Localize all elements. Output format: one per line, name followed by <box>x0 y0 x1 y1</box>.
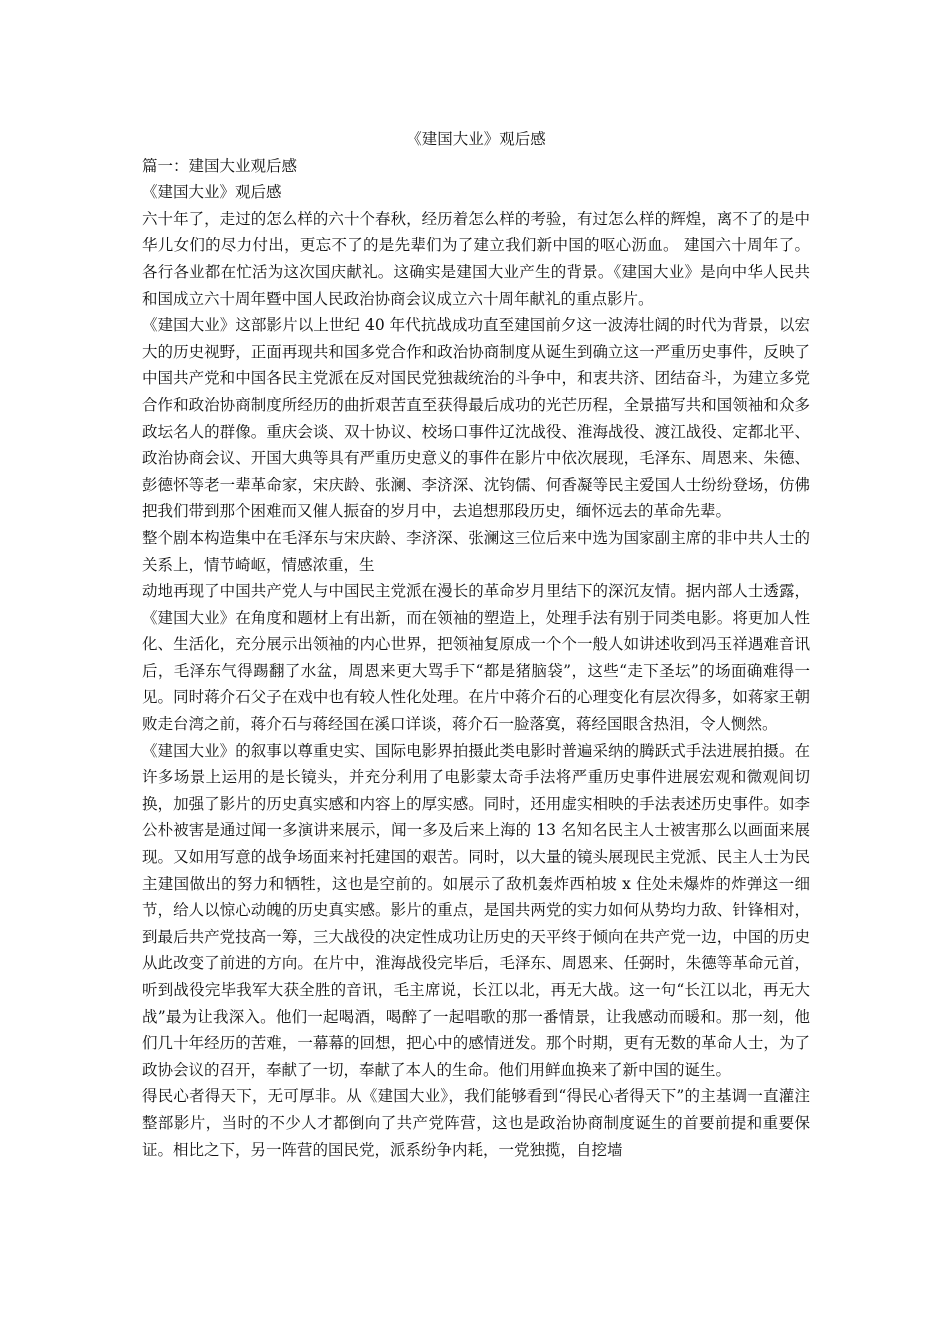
sub-heading: 《建国大业》观后感 <box>142 183 282 202</box>
paragraph-1: 六十年了，走过的怎么样的六十个春秋，经历着怎么样的考验，有过怎么样的辉煌，离不了的是中华儿女们的尽力付出，更忘不了的是先辈们为了建立我们新中国的呕心沥血。 建国六十周年了。各行各业都在忙活为这次国庆献礼。这确实是建国大业产生的背景。《建国大业》是向中华人民共和国成立六十周年暨中国人民政治协商会议成立六十周年献礼的重点影片。 <box>142 209 810 308</box>
document-page <box>142 126 810 1163</box>
paragraph-2: 《建国大业》这部影片以上世纪 40 年代抗战成功直至建国前夕这一波涛壮阔的时代为背景，以宏大的历史视野，正面再现共和国多党合作和政治协商制度从诞生到确立这一严重历史事件，反映了中国共产党和中国各民主党派在反对国民党独裁统治的斗争中，和衷共济、团结奋斗，为建立多党合作和政治协商制度所经历的曲折艰苦直至获得最后成功的光芒历程，全景描写共和国领袖和众多政坛名人的群像。重庆会谈、双十协议、校场口事件辽沈战役、淮海战役、渡江战役、定都北平、政治协商会议、开国大典等具有严重历史意义的事件在影片中依次展现，毛泽东、周恩来、朱德、彭德怀等老一辈革命家，宋庆龄、张澜、李济深、沈钧儒、何香凝等民主爱国人士纷纷登场，仿佛把我们带到那个困难而又催人振奋的岁月中，去追想那段历史，缅怀远去的革命先辈。 <box>142 316 810 521</box>
paragraph-5: 《建国大业》的叙事以尊重史实、国际电影界拍摄此类电影时普遍采纳的腾跃式手法进展拍摄。在许多场景上运用的是长镜头，并充分利用了电影蒙太奇手法将严重历史事件进展宏观和微观间切换，加强了影片的历史真实感和内容上的厚实感。同时，还用虚实相映的手法表述历史事件。如李公朴被害是通过闻一多演讲来展示，闻一多及后来上海的 13 名知名民主人士被害那么以画面来展现。又如用写意的战争场面来衬托建国的艰苦。同时，以大量的镜头展现民主党派、民主人士为民主建国做出的努力和牺牲，这也是空前的。如展示了敌机轰炸西柏坡 x 住处未爆炸的炸弹这一细节，给人以惊心动魄的历史真实感。影片的重点，是国共两党的实力如何从势均力敌、针锋相对，到最后共产党技高一筹，三大战役的决定性成功让历史的天平终于倾向在共产党一边，中国的历史从此改变了前进的方向。在片中，淮海战役完毕后，毛泽东、周恩来、任弼时，朱德等革命元首，听到战役完毕我军大获全胜的音讯，毛主席说，长江以北，再无大战。这一句“长江以北，再无大战”最为让我深入。他们一起喝酒，喝醉了一起唱歌的那一番情景，让我感动而暖和。那一刻，他们几十年经历的苦难，一幕幕的回想，把心中的感情迸发。那个时期，更有无数的革命人士，为了政协会议的召开，奉献了一切，奉献了本人的生命。他们用鲜血换来了新中国的诞生。 <box>142 741 810 1079</box>
document-title: 《建国大业》观后感 <box>406 130 546 148</box>
paragraph-6: 得民心者得天下，无可厚非。从《建国大业》，我们能够看到“得民心者得天下”的主基调一直灌注整部影片，当时的不少人才都倒向了共产党阵营，这也是政治协商制度诞生的首要前提和重要保证。相比之下，另一阵营的国民党，派系纷争内耗，一党独揽，自挖墙 <box>142 1087 810 1159</box>
paragraph-4: 动地再现了中国共产党人与中国民主党派在漫长的革命岁月里结下的深沉友情。据内部人士透露，《建国大业》在角度和题材上有出新，而在领袖的塑造上，处理手法有别于同类电影。将更加人性化、生活化，充分展示出领袖的内心世界，把领袖复原成一个个一般人如讲述收到冯玉祥遇难音讯后，毛泽东气得踢翻了水盆，周恩来更大骂手下“都是猪脑袋”，这些“走下圣坛”的场面确难得一见。同时蒋介石父子在戏中也有较人性化处理。在片中蒋介石的心理变化有层次得多，如蒋家王朝败走台湾之前，蒋介石与蒋经国在溪口详谈，蒋介石一脸落寞，蒋经国眼含热泪，令人恻然。 <box>142 582 810 734</box>
section-heading: 篇一：建国大业观后感 <box>142 156 298 175</box>
paragraph-3: 整个剧本构造集中在毛泽东与宋庆龄、李济深、张澜这三位后来中选为国家副主席的非中共人士的关系上，情节崎岖，情感浓重，生 <box>142 528 810 574</box>
